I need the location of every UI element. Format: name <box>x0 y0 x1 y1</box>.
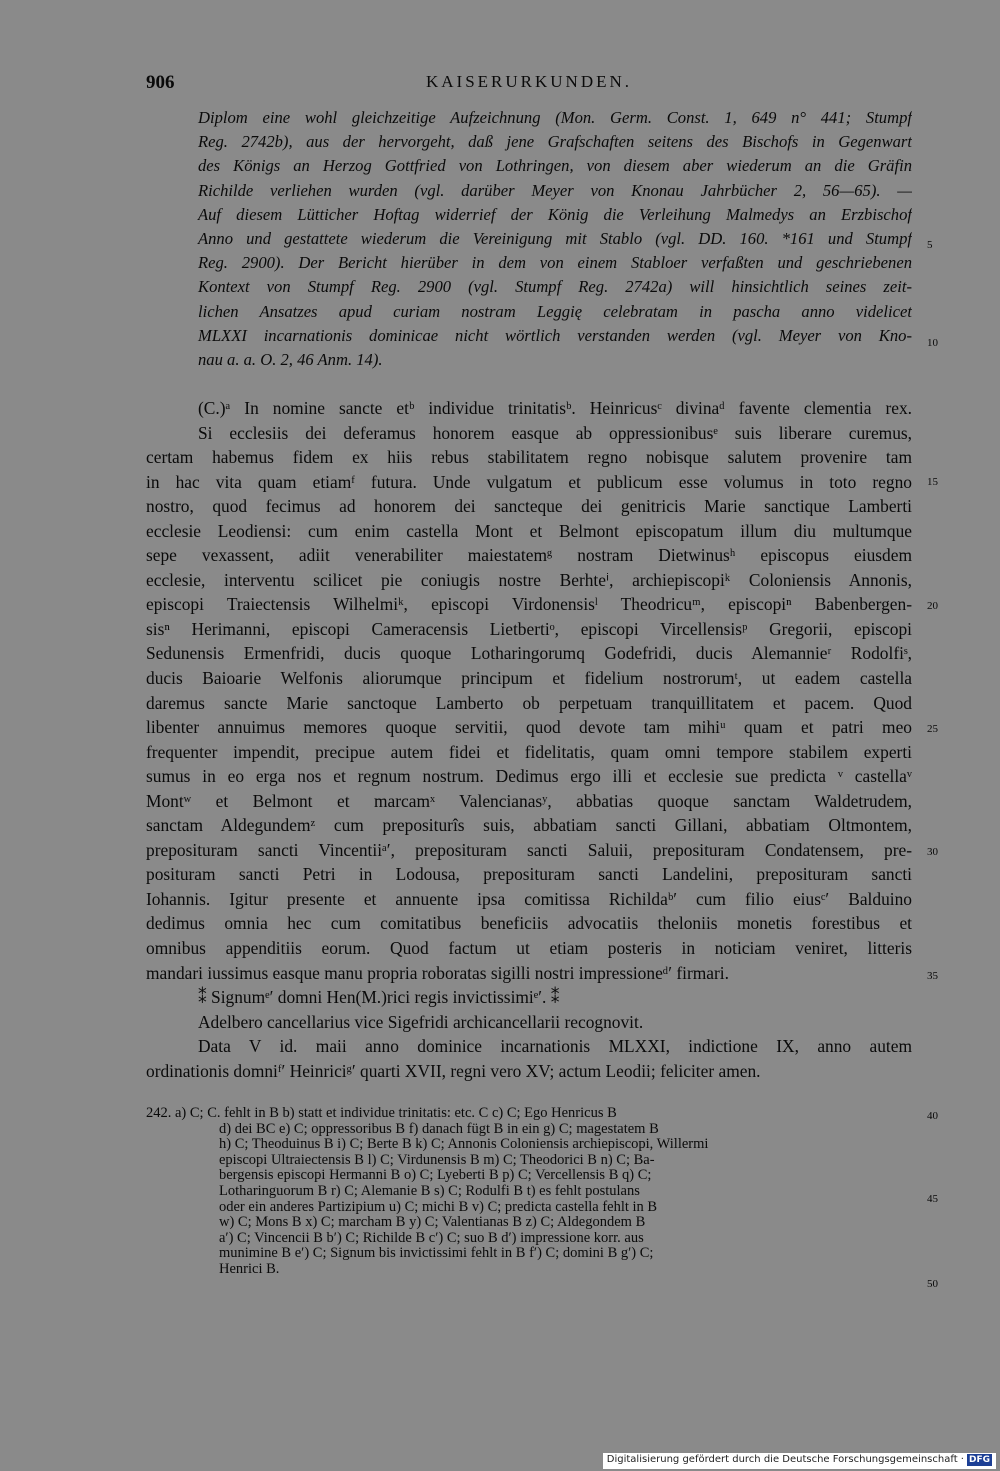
intro-line: lichen Ansatzes apud curiam nostram Leggię celebratam in pascha anno videlicet <box>198 301 912 321</box>
dfg-logo: DFG <box>968 1455 990 1465</box>
recognition-line: Adelbero cancellarius vice Sigefridi archicancellarii recognovit. <box>198 1011 644 1032</box>
charter-line: frequenter impendit, precipue autem fidei et fidelitatis, quam omni tempore stabilem experti <box>146 741 912 762</box>
charter-line: sepe vexassent, adiit venerabiliter maiestatemᵍ nostram Dietwinusʰ episcopus eiusdem <box>146 545 912 566</box>
intro-line: Diplom eine wohl gleichzeitige Aufzeichnung (Mon. Germ. Const. 1, 649 n° 441; Stumpf <box>198 108 912 127</box>
charter-line: omnibus appenditiis eorum. Quod factum ut etiam posteris in noticiam veniret, litteris <box>146 938 912 959</box>
intro-line: MLXXI incarnationis dominicae nicht wörtlich verstanden werden (vgl. Meyer von Kno- <box>198 325 912 345</box>
line-number: 5 <box>927 239 933 251</box>
intro-line: des Königs an Herzog Gottfried von Lothringen, von diesem aber wiederum an die Gräfin <box>198 156 912 176</box>
charter-line: posituram sancti Petri in Lodousa, preposituram sancti Landelini, preposituram sancti <box>146 864 912 885</box>
page-number: 906 <box>146 72 175 93</box>
dating-line: ordinationis domniᶠ′ Heinriciᵍ′ quarti XVII, regni vero XV; actum Leodii; feliciter amen. <box>146 1060 761 1081</box>
apparatus-line: w) C; Mons B x) C; marcham B y) C; Valentianas B z) C; Aldegondem B <box>219 1215 646 1231</box>
charter-line: nostro, quod fecimus ad honorem dei sancteque dei genitricis Marie sanctique Lamberti <box>146 496 912 517</box>
charter-line: mandari iussimus easque manu propria roboratas sigilli nostri impressioneᵈ′ firmari. <box>146 962 729 983</box>
charter-line: preposituram sancti Vincentiiᵃ′, preposituram sancti Saluii, preposituram Condatensem, pre- <box>146 839 912 860</box>
apparatus-line: a′) C; Vincencii B b′) C; Richilde B c′) C; suo B d′) impressione korr. aus <box>219 1230 644 1246</box>
line-number: 20 <box>927 600 938 612</box>
charter-line: dedimus omnia hec cum comitatibus beneficiis advocatiis theloniis monetis forestibus et <box>146 913 912 934</box>
line-number: 15 <box>927 476 938 488</box>
dating-line: Data V id. maii anno dominice incarnationis MLXXI, indictione IX, anno autem <box>198 1036 912 1057</box>
charter-line: ducis Baioarie Welfonis aliorumque principum et fidelium nostrorumᵗ, ut eadem castella <box>146 668 912 689</box>
charter-line: libenter annuimus memores quoque servitii, quod devote tam mihiᵘ quam et patri meo <box>146 717 912 738</box>
digitization-credit <box>603 1453 996 1469</box>
apparatus-line: Lotharinguorum B r) C; Alemanie B s) C; Rodulfi B t) es fehlt postulans <box>219 1183 640 1199</box>
charter-line: ecclesie, interventu scilicet pie coniugis nostre Berhteⁱ, archiepiscopiᵏ Coloniensis Annonis, <box>146 569 912 590</box>
intro-line: Reg. 2742b), aus der hervorgeht, daß jene Grafschaften seitens des Bischofs in Gegenwart <box>198 132 912 152</box>
apparatus-line: d) dei BC e) C; oppressoribus B f) danach fügt B in ein g) C; magestatem B <box>219 1121 659 1137</box>
apparatus-line: h) C; Theoduinus B i) C; Berte B k) C; Annonis Coloniensis archiepiscopi, Willermi <box>219 1137 709 1153</box>
charter-line: sanctam Aldegundemᶻ cum prepositurîs suis, abbatiam sancti Gillani, abbatiam Oltmontem, <box>146 815 912 836</box>
charter-line: in hac vita quam etiamᶠ futura. Unde vulgatum et publicum esse volumus in toto regno <box>146 471 912 492</box>
apparatus-line: munimine B e′) C; Signum bis invictissimi fehlt in B f′) C; domini B g′) C; <box>219 1246 654 1262</box>
critical-apparatus <box>146 1106 912 1278</box>
charter-line: sisⁿ Herimanni, episcopi Cameracensis Lietbertiᵒ, episcopi Vircellensisᵖ Gregorii, episcopi <box>146 618 912 639</box>
intro-line: Richilde verliehen wurden (vgl. darüber Meyer von Knonau Jahrbücher 2, 56—65). — <box>198 180 912 200</box>
apparatus-line: bergensis episcopi Hermanni B o) C; Lyeberti B p) C; Vercellensis B q) C; <box>219 1168 652 1184</box>
line-number: 35 <box>927 970 938 982</box>
signum-line: ⁑ Signumᵉ′ domni Hen(M.)rici regis invictissimiᵉ′. ⁑ <box>198 987 560 1008</box>
charter-line: (C.)ᵃ In nomine sancte etᵇ individue trinitatisᵇ. Heinricusᶜ divinaᵈ favente clementia rex. <box>198 398 912 418</box>
intro-commentary <box>146 106 912 372</box>
intro-line: Kontext von Stumpf Reg. 2900 (vgl. Stumpf Reg. 2742a) will hinsichtlich seines zeit- <box>198 277 912 297</box>
line-number: 10 <box>927 337 938 349</box>
line-number: 25 <box>927 723 938 735</box>
charter-line: ecclesie Leodiensi: cum enim castella Mont et Belmont episcopatum illum diu multumque <box>146 520 912 541</box>
apparatus-line: 242. a) C; C. fehlt in B b) statt et individue trinitatis: etc. C c) C; Ego Henricus B <box>146 1106 617 1121</box>
line-number: 30 <box>927 846 938 858</box>
apparatus-line: episcopi Ultraiectensis B l) C; Virdunensis B m) C; Theodorici B n) C; Ba- <box>219 1152 655 1168</box>
apparatus-line: Henrici B. <box>219 1261 280 1277</box>
intro-line: Reg. 2900). Der Bericht hierüber in dem von einem Stabloer verfaßten und geschriebenen <box>198 253 912 273</box>
credit-text: Digitalisierung gefördert durch die Deutsche Forschungsgemeinschaft · <box>606 1454 964 1465</box>
charter-line: daremus sancte Marie sanctoque Lamberto ob perpetuam tranquillitatem et pacem. Quod <box>146 692 912 713</box>
charter-line: Iohannis. Igitur presente et annuente ipsa comitissa Richildaᵇ′ cum filio eiusᶜ′ Balduino <box>146 888 912 909</box>
running-title: KAISERURKUNDEN. <box>425 72 633 91</box>
charter-line: Montʷ et Belmont et marcamˣ Valencianasʸ, abbatias quoque sanctam Waldetrudem, <box>146 790 912 811</box>
charter-line: Si ecclesiis dei deferamus honorem easque ab oppressionibusᵉ suis liberare curemus, <box>198 422 912 443</box>
line-number: 50 <box>927 1278 938 1290</box>
line-number: 45 <box>927 1193 938 1205</box>
apparatus-line: oder ein anderes Partizipium u) C; michi B v) C; predicta castella fehlt in B <box>219 1199 658 1215</box>
line-number: 40 <box>927 1110 938 1122</box>
charter-line: sumus in eo erga nos et regnum nostrum. Dedimus ergo illi et ecclesie sue predicta ᵛ castellaᵛ <box>146 766 912 787</box>
page-header <box>146 72 912 94</box>
intro-line: Auf diesem Lütticher Hoftag widerrief der König die Verleihung Malmedys an Erzbischof <box>198 204 912 224</box>
charter-text <box>146 396 912 1083</box>
intro-line: nau a. a. O. 2, 46 Anm. 14). <box>198 350 383 370</box>
charter-line: Sedunensis Ermenfridi, ducis quoque Lotharingorumq Godefridi, ducis Alemannieʳ Rodolfiˢ, <box>146 643 912 664</box>
intro-line: Anno und gestattete wiederum die Vereinigung mit Stablo (vgl. DD. 160. *161 und Stumpf <box>198 229 912 249</box>
charter-line: episcopi Traiectensis Wilhelmiᵏ, episcopi Virdonensisˡ Theodricuᵐ, episcopiⁿ Babenbergen- <box>146 594 912 615</box>
charter-line: certam habemus fidem ex hiis rebus stabilitatem regno nobisque salutem provenire tam <box>146 447 912 468</box>
